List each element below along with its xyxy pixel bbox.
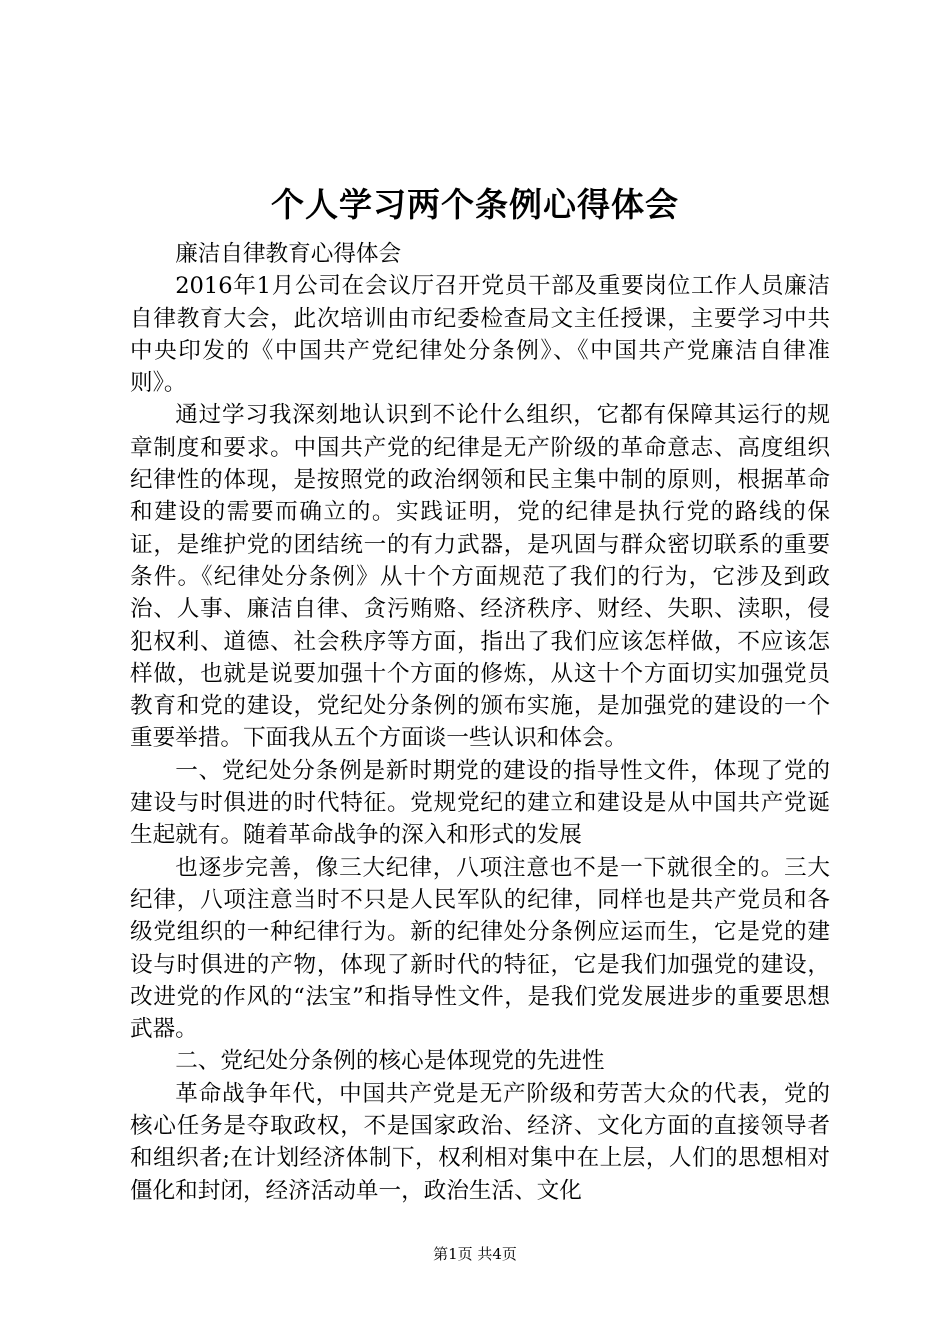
paragraph: 廉洁自律教育心得体会: [175, 241, 402, 267]
paragraph: 通过学习我深刻地认识到不论什么组织，它都有保障其运行的规章制度和要求。中国共产党的纪律是无产阶级的革命意志、高度组织纪律性的体现，是按照党的政治纲领和民主集中制的原则，根据革命和建设的需要而确立的。实践证明，党的纪律是执行党的路线的保证，是维护党的团结统一的有力武器，是巩固与群众密切联系的重要条件。《纪律处分条例》从十个方面规范了我们的行为，它涉及到政治、人事、廉洁自律、贪污贿赂、经济秩序、财经、失职、渎职，侵犯权利、道德、社会秩序等方面，指出了我们应该怎样做，不应该怎样做，也就是说要加强十个方面的修炼，从这十个方面切实加强党员教育和党的建设，党纪处分条例的颁布实施，是加强党的建设的一个重要举措。下面我从五个方面谈一些认识和体会。: [130, 402, 830, 752]
paragraph: 一、党纪处分条例是新时期党的建设的指导性文件，体现了党的建设与时俱进的时代特征。党规党纪的建立和建设是从中国共产党诞生起就有。随着革命战争的深入和形式的发展: [130, 757, 830, 849]
paragraph: 革命战争年代，中国共产党是无产阶级和劳苦大众的代表，党的核心任务是夺取政权，不是国家政治、经济、文化方面的直接领导者和组织者;在计划经济体制下，权利相对集中在上层，人们的思想相对僵化和封闭，经济活动单一，政治生活、文化: [130, 1080, 830, 1204]
paragraph: 也逐步完善，像三大纪律，八项注意也不是一下就很全的。三大纪律，八项注意当时不只是人民军队的纪律，同样也是共产党员和各级党组织的一种纪律行为。新的纪律处分条例应运而生，它是党的建设与时俱进的产物，体现了新时代的特征，它是我们加强党的建设，改进党的作风的“法宝”和指导性文件，是我们党发展进步的重要思想武器。: [130, 854, 830, 1043]
document-body: [130, 238, 830, 1207]
paragraph: 二、党纪处分条例的核心是体现党的先进性: [175, 1048, 605, 1075]
page-number-footer: 第1页 共4页: [433, 1245, 517, 1263]
paragraph: 2016年1月公司在会议厅召开党员干部及重要岗位工作人员廉洁自律教育大会，此次培训由市纪委检查局文主任授课，主要学习中共中央印发的《中国共产党纪律处分条例》、《中国共产党廉洁自律准则》。: [130, 273, 830, 397]
document-title: 个人学习两个条例心得体会: [271, 185, 679, 224]
